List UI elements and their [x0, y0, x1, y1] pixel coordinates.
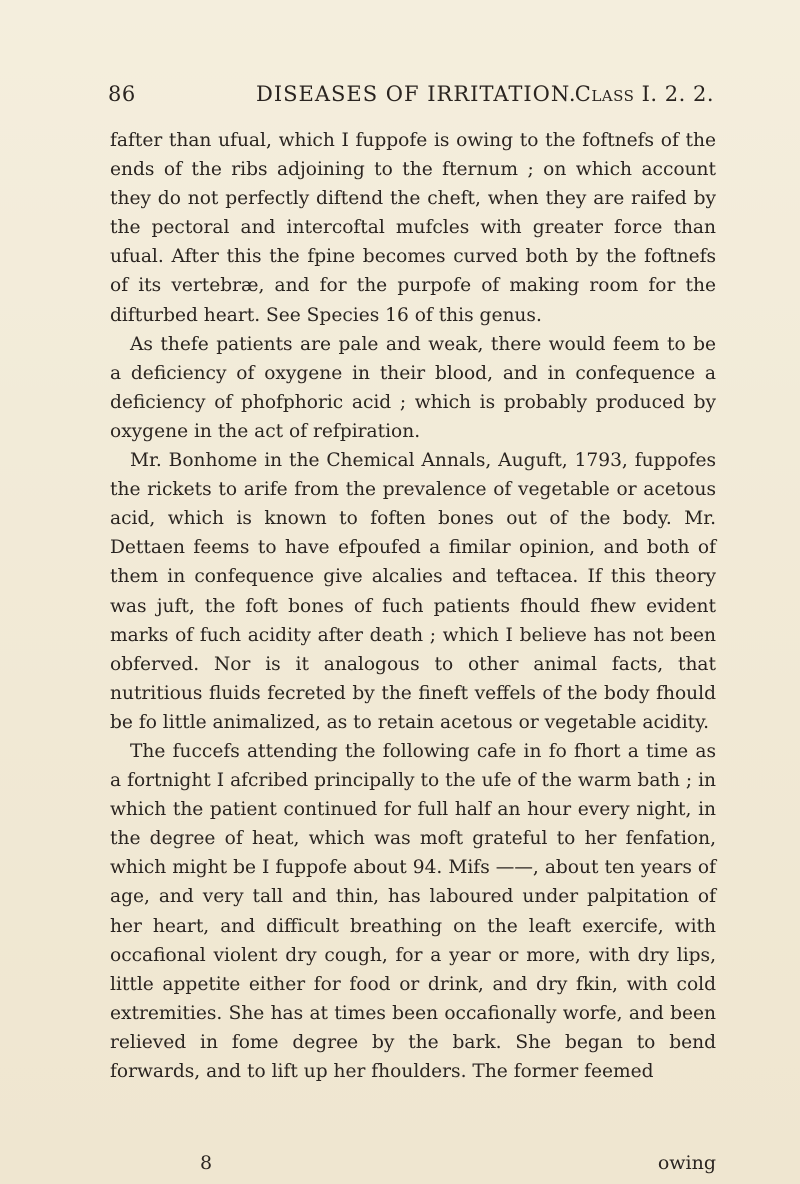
page-footer — [110, 1152, 716, 1180]
paragraph-4: The fuccefs attending the following cafe in fo fhort a time as a fortnight I afcribed principally to the ufe of the warm bath ; in which the patient continued for full half an hour every night, in the degree of heat, which was moft grateful to her fenfation, which might be I fuppofe about 94. Mifs ——, about ten years of age, and very tall and thin, has laboured under palpitation of her heart, and difficult breathing on the leaft exercife, with occafional violent dry cough, for a year or more, with dry lips, little appetite either for food or drink, and dry fkin, with cold extremities. She has at times been occafionally worfe, and been relieved in fome degree by the bark. She began to bend forwards, and to lift up her fhoulders. The former feemed — [110, 740, 716, 1082]
page-number: 86 — [108, 82, 136, 106]
signature-mark: 8 — [200, 1152, 213, 1174]
body-text — [110, 126, 716, 1086]
paragraph-2: As thefe patients are pale and weak, there would feem to be a deficiency of oxygene in their blood, and in confequence a deficiency of phofphoric acid ; which is probably produced by oxygene in the act of refpiration. — [110, 333, 716, 442]
running-header — [108, 82, 714, 112]
class-label: Class I. 2. 2. — [574, 82, 714, 106]
paragraph-3: Mr. Bonhome in the Chemical Annals, Auguft, 1793, fuppofes the rickets to arife from the prevalence of vegetable or acetous acid, which is known to foften bones out of the body. Mr. Dettaen feems to have efpoufed a fimilar opinion, and both of them in confequence give alcalies and teftacea. If this theory was juft, the foft bones of fuch patients fhould fhew evident marks of fuch acidity after death ; which I believe has not been obferved. Nor is it analogous to other animal facts, that nutritious fluids fecreted by the fineft veffels of the body fhould be fo little animalized, as to retain acetous or vegetable acidity. — [110, 450, 716, 733]
catchword: owing — [657, 1152, 716, 1174]
running-title: DISEASES OF IRRITATION. — [256, 82, 577, 106]
paragraph-1: fafter than ufual, which I fuppofe is owing to the foftnefs of the ends of the ribs adjoining to the fternum ; on which account they do not perfectly diftend the cheft, when they are raifed by the pectoral and intercoftal mufcles with greater force than ufual. After this the fpine becomes curved both by the foftnefs of its vertebræ, and for the purpofe of making room for the difturbed heart. See Species 16 of this genus. — [110, 130, 716, 326]
